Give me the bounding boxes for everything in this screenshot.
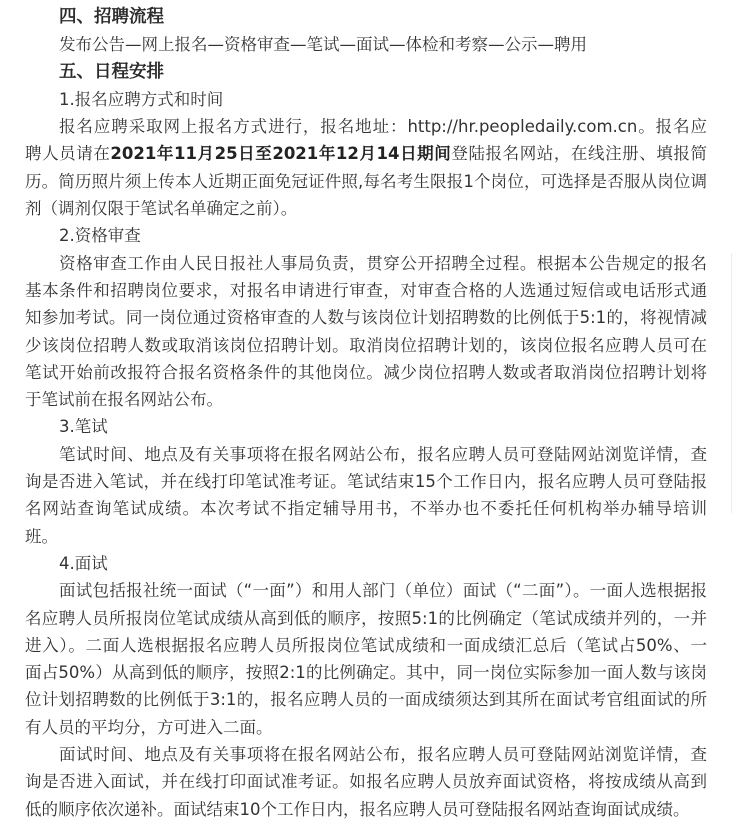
paragraph-line: 询是否进入笔试，并在线打印笔试准考证。笔试结束15个工作日内，报名应聘人员可登陆报 [25,472,707,492]
paragraph-line: 历。简历照片须上传本人近期正面免冠证件照,每名考生限报1个岗位，可选择是否服从岗位调 [25,171,707,191]
paragraph-line-registration-period [25,140,707,167]
paragraph-line: 于笔试前在报名网站公布。 [25,390,223,410]
subsection-title-interview: 4.面试 [59,553,108,573]
section-heading-recruitment-process: 四、招聘流程 [59,7,164,27]
paragraph-line: 资格审查工作由人民日报社人事局负责，贯穿公开招聘全过程。根据本公告规定的报名 [59,253,707,273]
paragraph-line: 进入）。二面人选根据报名应聘人员所报岗位笔试成绩和一面成绩汇总后（笔试占50%、一 [25,635,707,655]
paragraph-line: 面试时间、地点及有关事项将在报名网站公布，报名应聘人员可登陆网站浏览详情，查 [59,745,707,765]
paragraph-line: 有人员的平均分，方可进入二面。 [25,717,273,737]
paragraph-line: 班。 [25,526,58,546]
paragraph-line: 位计划招聘数的比例低于3:1的，报名应聘人员的一面成绩须达到其所在面试考官组面试的所 [25,690,707,710]
paragraph-line: 名网站查询笔试成绩。本次考试不指定辅导用书，不举办也不委托任何机构举办辅导培训 [25,499,707,519]
paragraph-line: 询是否进入面试，并在线打印面试准考证。如报名应聘人员放弃面试资格，将按成绩从高到 [25,772,707,792]
paragraph-line: 面占50%）从高到低的顺序，按照2:1的比例确定。其中，同一岗位实际参加一面人数与该岗 [25,663,707,683]
subsection-title-qualification-review: 2.资格审查 [59,226,141,246]
section-heading-schedule: 五、日程安排 [59,61,164,82]
paragraph-line: 名应聘人员所报岗位笔试成绩从高到低的顺序，按照5:1的比例确定（笔试成绩并列的，一并 [25,608,707,628]
paragraph-line: 笔试时间、地点及有关事项将在报名网站公布，报名应聘人员可登陆网站浏览详情，查 [59,444,707,464]
paragraph-line: 基本条件和招聘岗位要求，对报名申请进行审查，对审查合格的人选通过短信或电话形式通 [25,280,707,300]
paragraph-line: 知参加考试。同一岗位通过资格审查的人数与该岗位计划招聘数的比例低于5:1的，将视情减 [25,308,707,328]
paragraph-line: 面试包括报社统一面试（“一面”）和用人部门（单位）面试（“二面”）。一面人选根据报 [59,581,707,601]
paragraph-line: 报名应聘采取网上报名方式进行，报名地址：http://hr.peopledaily.com.cn。报名应 [59,117,707,137]
recruitment-process-steps: 发布公告—网上报名—资格审查—笔试—面试—体检和考察—公示—聘用 [59,35,587,55]
subsection-title-registration: 1.报名应聘方式和时间 [59,89,224,109]
paragraph-line: 剂（调剂仅限于笔试名单确定之前）。 [25,199,298,219]
subsection-title-written-test: 3.笔试 [59,417,108,437]
article-body [25,4,707,823]
text-fragment: 聘人员请在 [25,144,111,164]
paragraph-line: 少该岗位招聘人数或取消该岗位招聘计划。取消岗位招聘计划的，该岗位报名应聘人员可在 [25,335,707,355]
paragraph-line: 笔试开始前改报符合报名资格条件的其他岗位。减少岗位招聘人数或者取消岗位招聘计划将 [25,362,707,382]
registration-period: 2021年11月25日至2021年12月14日期间 [110,144,452,164]
paragraph-line: 低的顺序依次递补。面试结束10个工作日内，报名应聘人员可登陆报名网站查询面试成绩。 [25,799,690,819]
scrollbar[interactable] [731,253,732,513]
text-fragment: 登陆报名网站，在线注册、填报简 [451,144,707,164]
